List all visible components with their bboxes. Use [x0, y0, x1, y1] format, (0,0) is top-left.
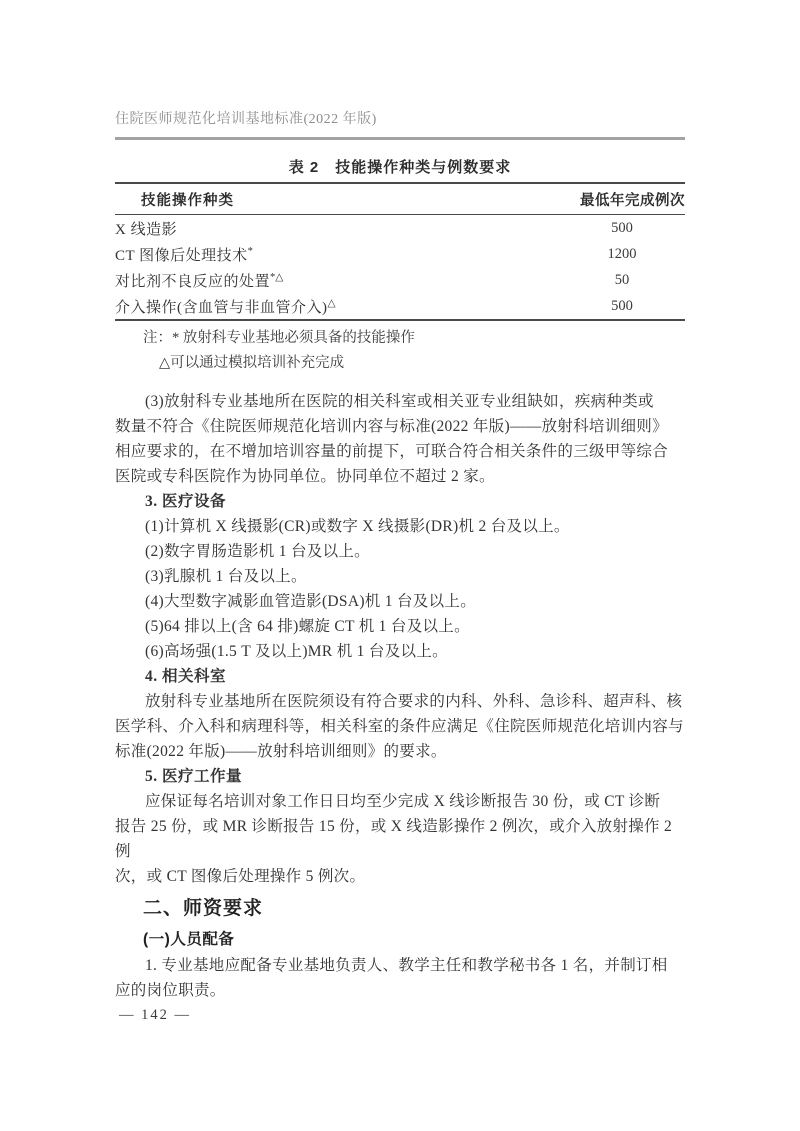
skill-name-cell: 介入操作(含血管与非血管介入)△	[115, 297, 336, 316]
heading-related-departments: 4. 相关科室	[145, 668, 227, 685]
paragraph-line: 1. 专业基地应配备专业基地负责人、教学主任和教学秘书各 1 名，并制订相	[145, 957, 668, 974]
equipment-item: (4)大型数字减影血管造影(DSA)机 1 台及以上。	[145, 593, 477, 610]
subsection-heading-staffing: (一)人员配备	[143, 931, 235, 948]
column-header-skill-type: 技能操作种类	[141, 192, 234, 209]
paragraph-line: 报告 25 份，或 MR 诊断报告 15 份，或 X 线造影操作 2 例次，或介入放射操作 2 例	[115, 818, 673, 860]
paragraph-line: (3)放射科专业基地所在医院的相关科室或相关亚专业组缺如，疾病种类或	[145, 393, 654, 410]
table-row	[115, 293, 685, 319]
table-row	[115, 267, 685, 293]
skill-table	[115, 182, 685, 321]
paragraph-line: 医院或专科医院作为协同单位。协同单位不超过 2 家。	[115, 468, 495, 485]
paragraph-line: 标准(2022 年版)——放射科培训细则》的要求。	[115, 743, 447, 760]
section-heading-faculty-requirements: 二、师资要求	[143, 898, 264, 919]
min-cases-cell: 1200	[607, 245, 637, 262]
footnote-marker: *△	[270, 271, 284, 283]
skill-name-cell: X 线造影	[115, 221, 178, 238]
equipment-item: (1)计算机 X 线摄影(CR)或数字 X 线摄影(DR)机 2 台及以上。	[145, 518, 570, 535]
paragraph-line: 相应要求的，在不增加培训容量的前提下，可联合符合相关条件的三级甲等综合	[115, 443, 669, 460]
page-number: — 142 —	[119, 1007, 191, 1023]
equipment-item: (5)64 排以上(含 64 排)螺旋 CT 机 1 台及以上。	[145, 618, 470, 635]
min-cases-cell: 500	[611, 219, 633, 236]
equipment-item: (6)高场强(1.5 T 及以上)MR 机 1 台及以上。	[145, 643, 448, 660]
paragraph-line: 应保证每名培训对象工作日日均至少完成 X 线诊断报告 30 份，或 CT 诊断	[145, 793, 661, 810]
min-cases-cell: 50	[614, 271, 630, 288]
table-notes	[115, 326, 685, 376]
table-note-triangle: △可以通过模拟培训补充完成	[159, 355, 345, 371]
footnote-marker: *	[247, 245, 253, 257]
column-header-min-cases: 最低年完成例次	[580, 192, 685, 209]
table-row	[115, 215, 685, 241]
paragraph-line: 放射科专业基地所在医院须设有符合要求的内科、外科、急诊科、超声科、核	[145, 693, 683, 710]
running-header: 住院医师规范化培训基地标准(2022 年版)	[115, 112, 377, 127]
heading-medical-equipment: 3. 医疗设备	[145, 493, 227, 510]
paragraph-line: 医学科、介入科和病理科等，相关科室的条件应满足《住院医师规范化培训内容与	[115, 718, 684, 735]
min-cases-cell: 500	[611, 297, 633, 314]
skill-name-cell: 对比剂不良反应的处置*△	[115, 271, 284, 290]
table-header-row	[115, 182, 685, 215]
table-title: 表 2 技能操作种类与例数要求	[288, 159, 512, 176]
paragraph-line: 次，或 CT 图像后处理操作 5 例次。	[115, 868, 366, 885]
body-text	[115, 389, 685, 1028]
paragraph-line: 应的岗位职责。	[115, 982, 226, 999]
equipment-item: (3)乳腺机 1 台及以上。	[145, 568, 307, 585]
table-row	[115, 241, 685, 267]
skill-name-cell: CT 图像后处理技术*	[115, 245, 253, 264]
heading-medical-workload: 5. 医疗工作量	[145, 768, 243, 785]
page-content	[115, 110, 685, 1028]
header-rule	[115, 137, 685, 140]
footnote-marker: △	[327, 297, 336, 309]
equipment-item: (2)数字胃肠造影机 1 台及以上。	[145, 543, 370, 560]
paragraph-line: 数量不符合《住院医师规范化培训内容与标准(2022 年版)——放射科培训细则》	[115, 418, 668, 435]
table-note-asterisk: 注：* 放射科专业基地必须具备的技能操作	[143, 330, 415, 346]
